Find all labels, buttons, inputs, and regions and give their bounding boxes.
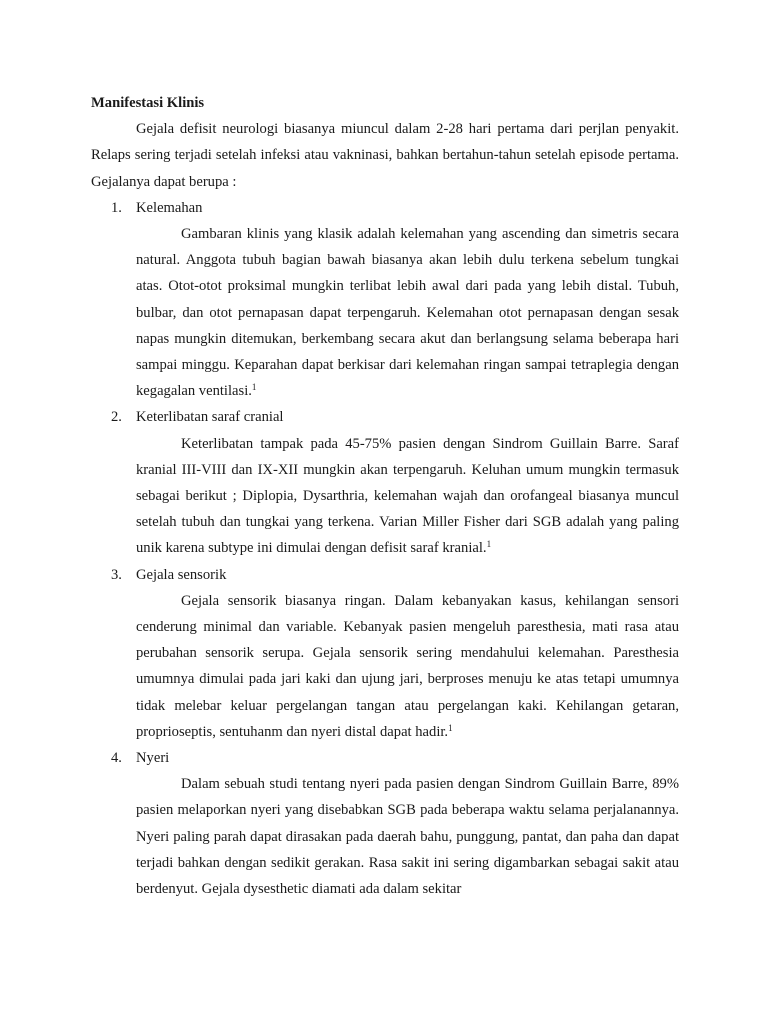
list-item-body <box>136 221 679 404</box>
list-item-body <box>136 431 679 562</box>
reference-marker: 1 <box>448 722 453 733</box>
list-item-body-text: Dalam sebuah studi tentang nyeri pada pasien dengan Sindrom Guillain Barre, 89% pasien melaporkan nyeri yang disebabkan SGB pada beberapa waktu selama perjalanannya. Nyeri paling parah dapat dirasakan pada daerah bahu, punggung, pantat, dan paha dan dapat terjadi bahkan dengan sedikit gerakan. Rasa sakit ini sering digambarkan sebagai sakit atau berdenyut. Gejala dysesthetic diamati ada dalam sekitar <box>136 776 679 898</box>
list-item-number: 4. <box>111 750 122 767</box>
symptom-list <box>91 195 679 902</box>
list-item-body <box>136 588 679 745</box>
reference-marker: 1 <box>251 382 257 393</box>
list-item <box>91 562 679 745</box>
list-item-title: Keterlibatan saraf cranial <box>136 409 284 426</box>
list-item-number: 3. <box>111 566 122 583</box>
list-item <box>91 745 679 902</box>
list-item <box>91 195 679 405</box>
list-item-title: Kelemahan <box>136 199 203 216</box>
list-item-body-text: Gambaran klinis yang klasik adalah kelemahan yang ascending dan simetris secara natural. Anggota tubuh bagian bawah biasanya akan lebih dulu terkena sebelum tungkai atas. Otot-otot proksimal mungkin terlibat lebih awal dari pada yang lebih distal. Tubuh, bulbar, dan otot pernapasan dapat terpengaruh. Kelemahan otot pernapasan dengan sesak napas mungkin ditemukan, berkembang secara akut dan berlangsung selama beberapa hari sampai minggu. Keparahan dapat berkisar dari kelemahan ringan sampai tetraplegia dengan kegagalan ventilasi. <box>136 226 679 400</box>
list-item-number: 2. <box>111 409 122 426</box>
list-item-title: Gejala sensorik <box>136 566 227 583</box>
list-item-number: 1. <box>111 199 122 216</box>
section-heading: Manifestasi Klinis <box>91 95 205 111</box>
intro-paragraph: Gejala defisit neurologi biasanya miuncul dalam 2-28 hari pertama dari perjlan penyakit. Relaps sering terjadi setelah infeksi atau vakninasi, bahkan bertahun-tahun setelah episode pertama. Gejalanya dapat berupa : <box>91 121 679 190</box>
list-item-title: Nyeri <box>136 750 170 767</box>
list-item-body-text: Gejala sensorik biasanya ringan. Dalam kebanyakan kasus, kehilangan sensori cenderung minimal dan variable. Kebanyak pasien mengeluh paresthesia, mati rasa atau perubahan sensorik serupa. Gejala sensorik sering mendahului kelemahan. Paresthesia umumnya dimulai pada jari kaki dan ujung jari, berproses menuju ke atas tetapi umumnya tidak melebar keluar pergelangan tangan atau pergelangan kaki. Kehilangan getaran, proprioseptis, sentuhanm dan nyeri distal dapat hadir. <box>136 592 679 740</box>
reference-marker: 1 <box>486 539 492 550</box>
document-body <box>91 90 679 902</box>
list-item <box>91 404 679 561</box>
list-item-body <box>136 771 679 902</box>
list-item-body-text: Keterlibatan tampak pada 45-75% pasien dengan Sindrom Guillain Barre. Saraf kranial III-VIII dan IX-XII mungkin akan terpengaruh. Keluhan umum mungkin termasuk sebagai berikut ; Diplopia, Dysarthria, kelemahan wajah dan orofangeal biasanya muncul setelah tubuh dan tungkai yang terkena. Varian Miller Fisher dari SGB adalah yang paling unik karena subtype ini dimulai dengan defisit saraf kranial. <box>136 435 679 557</box>
